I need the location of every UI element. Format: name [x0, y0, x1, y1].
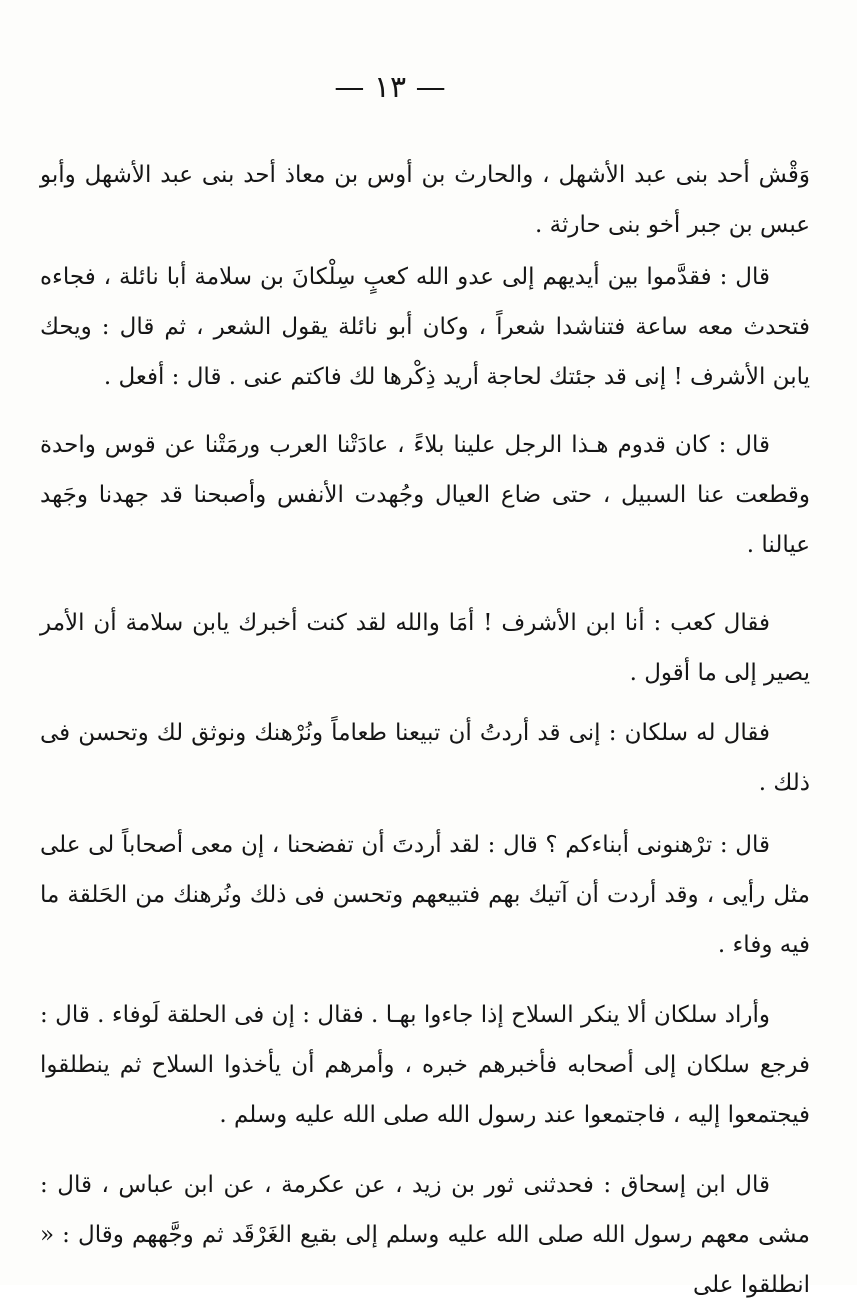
paragraph-8: قال ابن إسحاق : فحدثنى ثور بن زيد ، عن عكرمة ، عن ابن عباس ، قال : مشى معهم رسول الله صلى الله عليه وسلم إلى بقيع الغَرْقَد ثم وجَّههم وقال : « انطلقوا على: [40, 1172, 810, 1298]
paragraph-6-container: [40, 820, 810, 970]
paragraph-5: فقال له سلكان : إنى قد أردتُ أن تبيعنا طعاماً ونُرْهنك ونوثق لك وتحسن فى ذلك .: [40, 720, 810, 796]
page-number: — ١٣ —: [334, 70, 446, 105]
paragraph-8-container: [40, 1160, 810, 1310]
paragraph-2: قال : فقدَّموا بين أيديهم إلى عدو الله كعبٍ سِلْكانَ بن سلامة أبا نائلة ، فجاءه فتحدث معه ساعة فتناشدا شعراً ، وكان أبو نائلة يقول الشعر ، ثم قال : ويحك يابن الأشرف ! إنى قد جئتك لحاجة أريد ذِكْرها لك فاكتم عنى . قال : أفعل .: [40, 264, 810, 390]
paragraph-6: قال : ترْهنونى أبناءكم ؟ قال : لقد أردتَ أن تفضحنا ، إن معى أصحاباً لى على مثل رأيى ، وقد أردت أن آتيك بهم فتبيعهم وتحسن فى ذلك ونُرهنك من الحَلقة ما فيه وفاء .: [40, 832, 810, 958]
paragraph-1-container: [40, 150, 810, 250]
paragraph-4-container: [40, 598, 810, 698]
paragraph-7: وأراد سلكان ألا ينكر السلاح إذا جاءوا بهـا . فقال : إن فى الحلقة لَوفاء . قال : فرجع سلكان إلى أصحابه فأخبرهم خبره ، وأمرهم أن يأخذوا السلاح ثم ينطلقوا فيجتمعوا إليه ، فاجتمعوا عند رسول الله صلى الله عليه وسلم .: [40, 1002, 810, 1128]
paragraph-2-container: [40, 252, 810, 402]
paragraph-7-container: [40, 990, 810, 1140]
paragraph-3: قال : كان قدوم هـذا الرجل علينا بلاءً ، عادَتْنا العرب ورمَتْنا عن قوس واحدة وقطعت عنا السبيل ، حتى ضاع العيال وجُهدت الأنفس وأصبحنا قد جهدنا وجَهد عيالنا .: [40, 432, 810, 558]
paragraph-1: وَقْش أحد بنى عبد الأشهل ، والحارث بن أوس بن معاذ أحد بنى عبد الأشهل وأبو عبس بن جبر أخو بنى حارثة .: [40, 162, 810, 238]
paragraph-4: فقال كعب : أنا ابن الأشرف ! أمَا والله لقد كنت أخبرك يابن سلامة أن الأمر يصير إلى ما أقول .: [40, 610, 810, 686]
paragraph-5-container: [40, 708, 810, 808]
paragraph-3-container: [40, 420, 810, 570]
